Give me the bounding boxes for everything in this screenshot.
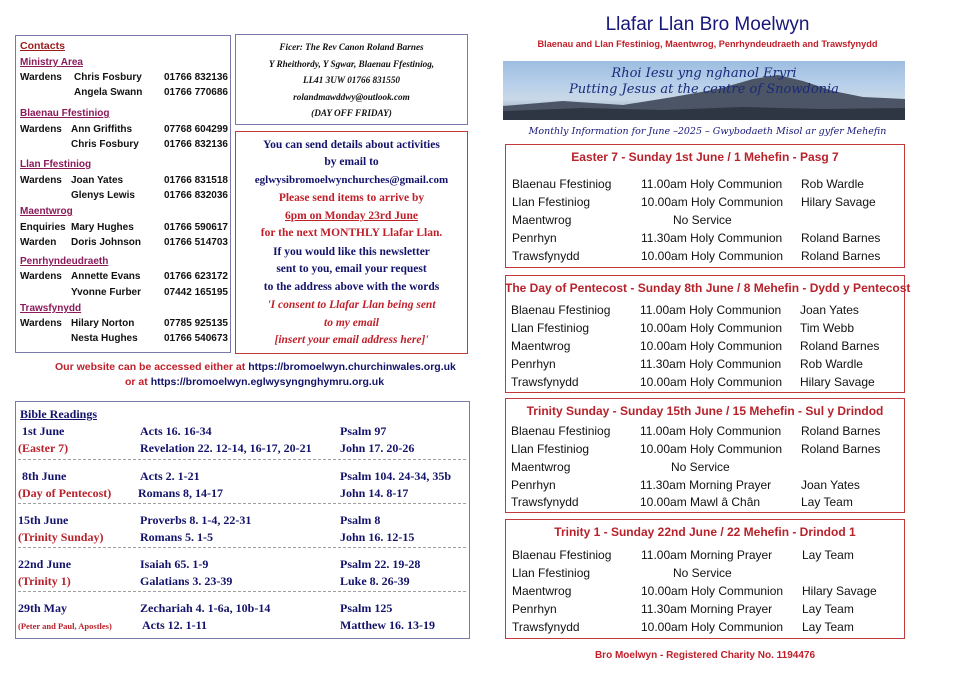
service-time: 11.00am Holy Communion bbox=[640, 424, 782, 438]
service-who: Rob Wardle bbox=[800, 357, 863, 371]
bible-entry-date: 29th May bbox=[18, 601, 67, 615]
service-church: Maentwrog bbox=[511, 460, 571, 474]
service-church: Trawsfynydd bbox=[512, 249, 580, 263]
divider bbox=[18, 503, 466, 504]
service-church: Penrhyn bbox=[511, 478, 556, 492]
bible-entry-reading2: Romans 8, 14-17 bbox=[138, 486, 224, 500]
bible-entry-day: (Easter 7) bbox=[18, 441, 69, 455]
ficer-name: Ficer: The Rev Canon Roland Barnes bbox=[279, 42, 424, 52]
service-church: Maentwrog bbox=[511, 339, 571, 353]
bible-entry-gospel: John 16. 12-15 bbox=[340, 530, 415, 544]
page-title: Llafar Llan Bro Moelwyn bbox=[605, 14, 810, 35]
contacts-section-penrhyndeudraeth: Penrhyndeudraeth bbox=[20, 256, 109, 267]
service-who: Joan Yates bbox=[800, 303, 859, 317]
website-link-eglwys[interactable]: https://bromoelwyn.eglwysyngnghymru.org.uk bbox=[150, 376, 385, 388]
service-who: Roland Barnes bbox=[801, 442, 881, 456]
service-time: 11.30am Holy Communion bbox=[641, 231, 783, 245]
service-who: Tim Webb bbox=[800, 321, 855, 335]
service-time: 11.30am Holy Communion bbox=[640, 357, 782, 371]
bible-entry-reading1: Proverbs 8. 1-4, 22-31 bbox=[140, 513, 252, 527]
contacts-section-trawsfynydd: Trawsfynydd bbox=[20, 303, 82, 314]
send-line: to the address above with the words bbox=[263, 281, 440, 293]
service-church: Blaenau Ffestiniog bbox=[511, 303, 611, 317]
contact-phone: 01766 831518 bbox=[164, 175, 228, 186]
service-time: 10.00am Holy Communion bbox=[641, 620, 784, 634]
service-who: Roland Barnes bbox=[801, 231, 881, 245]
service-who: Roland Barnes bbox=[801, 249, 881, 263]
page-subtitle: Blaenau and Llan Ffestiniog, Maentwrog, Penrhyndeudraeth and Trawsfynydd bbox=[537, 39, 878, 49]
contact-role: Wardens bbox=[20, 175, 62, 186]
bible-entry-gospel: Matthew 16. 13-19 bbox=[340, 618, 435, 632]
contact-phone: 01766 770686 bbox=[164, 87, 228, 98]
bible-entry-reading1: Zechariah 4. 1-6a, 10b-14 bbox=[140, 601, 271, 615]
send-line: sent to you, email your request bbox=[276, 263, 427, 275]
bible-entry-day: (Trinity 1) bbox=[18, 574, 71, 588]
contact-name: Doris Johnson bbox=[71, 237, 142, 248]
contact-name: Nesta Hughes bbox=[71, 333, 138, 344]
service-who: Rob Wardle bbox=[801, 177, 864, 191]
bible-entry-psalm: Psalm 125 bbox=[340, 601, 393, 615]
service-time: 10.00am Holy Communion bbox=[640, 375, 783, 389]
send-deadline-line: for the next MONTHLY Llafar Llan. bbox=[260, 227, 443, 239]
service-who: Hilary Savage bbox=[802, 584, 877, 598]
contact-phone: 01766 590617 bbox=[164, 222, 228, 233]
service-who: Hilary Savage bbox=[800, 375, 875, 389]
service-time: 11.30am Morning Prayer bbox=[641, 602, 773, 616]
service-time: No Service bbox=[673, 213, 732, 227]
bible-entry-day: (Trinity Sunday) bbox=[18, 530, 104, 544]
service-who: Lay Team bbox=[802, 548, 854, 562]
service-church: Llan Ffestiniog bbox=[512, 195, 591, 209]
service-church: Blaenau Ffestiniog bbox=[512, 177, 612, 191]
send-email: eglwysibromoelwynchurches@gmail.com bbox=[254, 174, 449, 186]
service-who: Hilary Savage bbox=[801, 195, 876, 209]
contact-role: Warden bbox=[20, 237, 57, 248]
service-time: 10.00am Holy Communion bbox=[641, 584, 784, 598]
contact-name: Mary Hughes bbox=[71, 222, 134, 233]
contacts-section-maentwrog: Maentwrog bbox=[20, 206, 73, 217]
contacts-section-blaenau: Blaenau Ffestiniog bbox=[20, 108, 110, 119]
contact-role: Wardens bbox=[20, 72, 62, 83]
contact-role: Wardens bbox=[20, 318, 62, 329]
service-church: Trawsfynydd bbox=[511, 375, 579, 389]
divider bbox=[18, 547, 466, 548]
contact-name: Chris Fosbury bbox=[71, 139, 139, 150]
service-church: Blaenau Ffestiniog bbox=[511, 424, 611, 438]
website-prefix: or at bbox=[125, 376, 148, 388]
contact-phone: 01766 832036 bbox=[164, 190, 228, 201]
send-deadline-line: Please send items to arrive by bbox=[278, 192, 425, 204]
service-church: Maentwrog bbox=[512, 213, 572, 227]
bible-entry-date: 1st June bbox=[22, 424, 65, 438]
contact-name: Yvonne Furber bbox=[71, 287, 142, 298]
send-line: by email to bbox=[324, 156, 379, 168]
contact-name: Angela Swann bbox=[74, 87, 143, 98]
contact-phone: 07768 604299 bbox=[164, 124, 228, 135]
service-title: Easter 7 - Sunday 1st June / 1 Mehefin - Pasg 7 bbox=[571, 150, 839, 164]
contact-name: Glenys Lewis bbox=[71, 190, 135, 201]
contact-name: Annette Evans bbox=[71, 271, 141, 282]
contact-phone: 07442 165195 bbox=[164, 287, 228, 298]
charity-footer: Bro Moelwyn - Registered Charity No. 1194476 bbox=[594, 650, 816, 661]
service-time: 11.00am Holy Communion bbox=[640, 303, 782, 317]
service-church: Llan Ffestiniog bbox=[511, 321, 590, 335]
bible-entry-psalm: Psalm 97 bbox=[340, 424, 387, 438]
bible-entry-reading1: Acts 16. 16-34 bbox=[140, 424, 212, 438]
service-time: No Service bbox=[673, 566, 732, 580]
service-time: 11.30am Morning Prayer bbox=[640, 478, 772, 492]
contact-phone: 01766 832136 bbox=[164, 72, 228, 83]
website-prefix: Our website can be accessed either at bbox=[55, 361, 246, 373]
send-deadline-date: 6pm on Monday 23rd June bbox=[285, 210, 418, 222]
service-who: Lay Team bbox=[801, 495, 853, 509]
bible-entry-gospel: John 14. 8-17 bbox=[340, 486, 409, 500]
service-church: Llan Ffestiniog bbox=[511, 442, 590, 456]
send-consent-line: [insert your email address here]' bbox=[274, 334, 429, 346]
contact-role: Enquiries bbox=[20, 222, 66, 233]
bible-entry-reading2: Acts 12. 1-11 bbox=[142, 618, 207, 632]
contact-name: Ann Griffiths bbox=[71, 124, 133, 135]
service-time: 11.00am Holy Communion bbox=[641, 177, 783, 191]
bible-entry-day: (Day of Pentecost) bbox=[18, 486, 112, 500]
contacts-section-llan: Llan Ffestiniog bbox=[20, 159, 92, 170]
bible-entry-date: 15th June bbox=[18, 513, 69, 527]
divider bbox=[18, 591, 466, 592]
website-link-churchinwales[interactable]: https://bromoelwyn.churchinwales.org.uk bbox=[248, 361, 456, 373]
ficer-address-line2: LL41 3UW 01766 831550 bbox=[302, 75, 401, 85]
website-line2 bbox=[125, 376, 384, 388]
ficer-address-line1: Y Rheithordy, Y Sgwar, Blaenau Ffestiniog, bbox=[268, 59, 435, 69]
contact-name: Chris Fosbury bbox=[74, 72, 142, 83]
contact-phone: 07785 925135 bbox=[164, 318, 228, 329]
contact-name: Joan Yates bbox=[71, 175, 124, 186]
service-time: 10.00am Mawl â Chân bbox=[640, 495, 761, 509]
bible-entry-reading2: Galatians 3. 23-39 bbox=[140, 574, 233, 588]
service-title: The Day of Pentecost - Sunday 8th June / 8 Mehefin - Dydd y Pentecost bbox=[505, 281, 911, 295]
contact-role: Wardens bbox=[20, 124, 62, 135]
contact-role: Wardens bbox=[20, 271, 62, 282]
contact-phone: 01766 623172 bbox=[164, 271, 228, 282]
bible-entry-reading2: Romans 5. 1-5 bbox=[140, 530, 214, 544]
website-line1 bbox=[55, 361, 456, 373]
service-time: 10.00am Holy Communion bbox=[641, 195, 784, 209]
bible-entry-psalm: Psalm 8 bbox=[340, 513, 381, 527]
service-church: Penrhyn bbox=[511, 357, 556, 371]
service-time: 11.00am Morning Prayer bbox=[641, 548, 773, 562]
ficer-day-off: (DAY OFF FRIDAY) bbox=[311, 108, 392, 118]
send-line: You can send details about activities bbox=[263, 139, 440, 151]
service-church: Penrhyn bbox=[512, 231, 557, 245]
service-time: 10.00am Holy Communion bbox=[640, 339, 783, 353]
service-church: Trawsfynydd bbox=[511, 495, 579, 509]
contact-phone: 01766 514703 bbox=[164, 237, 228, 248]
service-time: 10.00am Holy Communion bbox=[641, 249, 784, 263]
bible-entry-date: 22nd June bbox=[18, 557, 72, 571]
service-who: Lay Team bbox=[802, 602, 854, 616]
bible-readings-title: Bible Readings bbox=[20, 407, 98, 421]
service-time: 10.00am Holy Communion bbox=[640, 321, 783, 335]
bible-entry-reading1: Acts 2. 1-21 bbox=[140, 469, 200, 483]
send-consent-line: to my email bbox=[324, 317, 379, 329]
send-consent-line: 'I consent to Llafar Llan being sent bbox=[267, 299, 436, 311]
banner-english: Putting Jesus at the centre of Snowdonia bbox=[569, 82, 839, 97]
service-title: Trinity Sunday - Sunday 15th June / 15 Mehefin - Sul y Drindod bbox=[526, 404, 884, 418]
send-line: If you would like this newsletter bbox=[273, 246, 430, 258]
service-church: Maentwrog bbox=[512, 584, 572, 598]
service-time: 10.00am Holy Communion bbox=[640, 442, 783, 456]
service-church: Blaenau Ffestiniog bbox=[512, 548, 612, 562]
contacts-title: Contacts bbox=[20, 40, 65, 52]
service-who: Roland Barnes bbox=[800, 339, 880, 353]
bible-entry-reading2: Revelation 22. 12-14, 16-17, 20-21 bbox=[140, 441, 312, 455]
bible-entry-psalm: Psalm 22. 19-28 bbox=[340, 557, 421, 571]
service-who: Joan Yates bbox=[801, 478, 860, 492]
contacts-section-ministry-area: Ministry Area bbox=[20, 57, 83, 68]
service-time: No Service bbox=[671, 460, 730, 474]
bible-entry-day: (Peter and Paul, Apostles) bbox=[18, 621, 112, 631]
bible-entry-gospel: John 17. 20-26 bbox=[340, 441, 415, 455]
divider bbox=[18, 459, 466, 460]
service-title: Trinity 1 - Sunday 22nd June / 22 Mehefin - Drindod 1 bbox=[554, 525, 856, 539]
contact-phone: 01766 832136 bbox=[164, 139, 228, 150]
monthly-information: Monthly Information for June –2025 – Gwybodaeth Misol ar gyfer Mehefin bbox=[528, 126, 887, 137]
bible-entry-gospel: Luke 8. 26-39 bbox=[340, 574, 410, 588]
ficer-email: rolandmawddwy@outlook.com bbox=[293, 92, 410, 102]
banner-image bbox=[503, 61, 905, 120]
bible-entry-reading1: Isaiah 65. 1-9 bbox=[140, 557, 209, 571]
bible-entry-psalm: Psalm 104. 24-34, 35b bbox=[340, 469, 451, 483]
service-who: Lay Team bbox=[802, 620, 854, 634]
contact-phone: 01766 540673 bbox=[164, 333, 228, 344]
service-church: Trawsfynydd bbox=[512, 620, 580, 634]
service-church: Penrhyn bbox=[512, 602, 557, 616]
service-who: Roland Barnes bbox=[801, 424, 881, 438]
contact-name: Hilary Norton bbox=[71, 318, 135, 329]
bible-entry-date: 8th June bbox=[22, 469, 67, 483]
service-church: Llan Ffestiniog bbox=[512, 566, 591, 580]
banner-welsh: Rhoi Iesu yng nghanol Eryri bbox=[611, 66, 797, 81]
